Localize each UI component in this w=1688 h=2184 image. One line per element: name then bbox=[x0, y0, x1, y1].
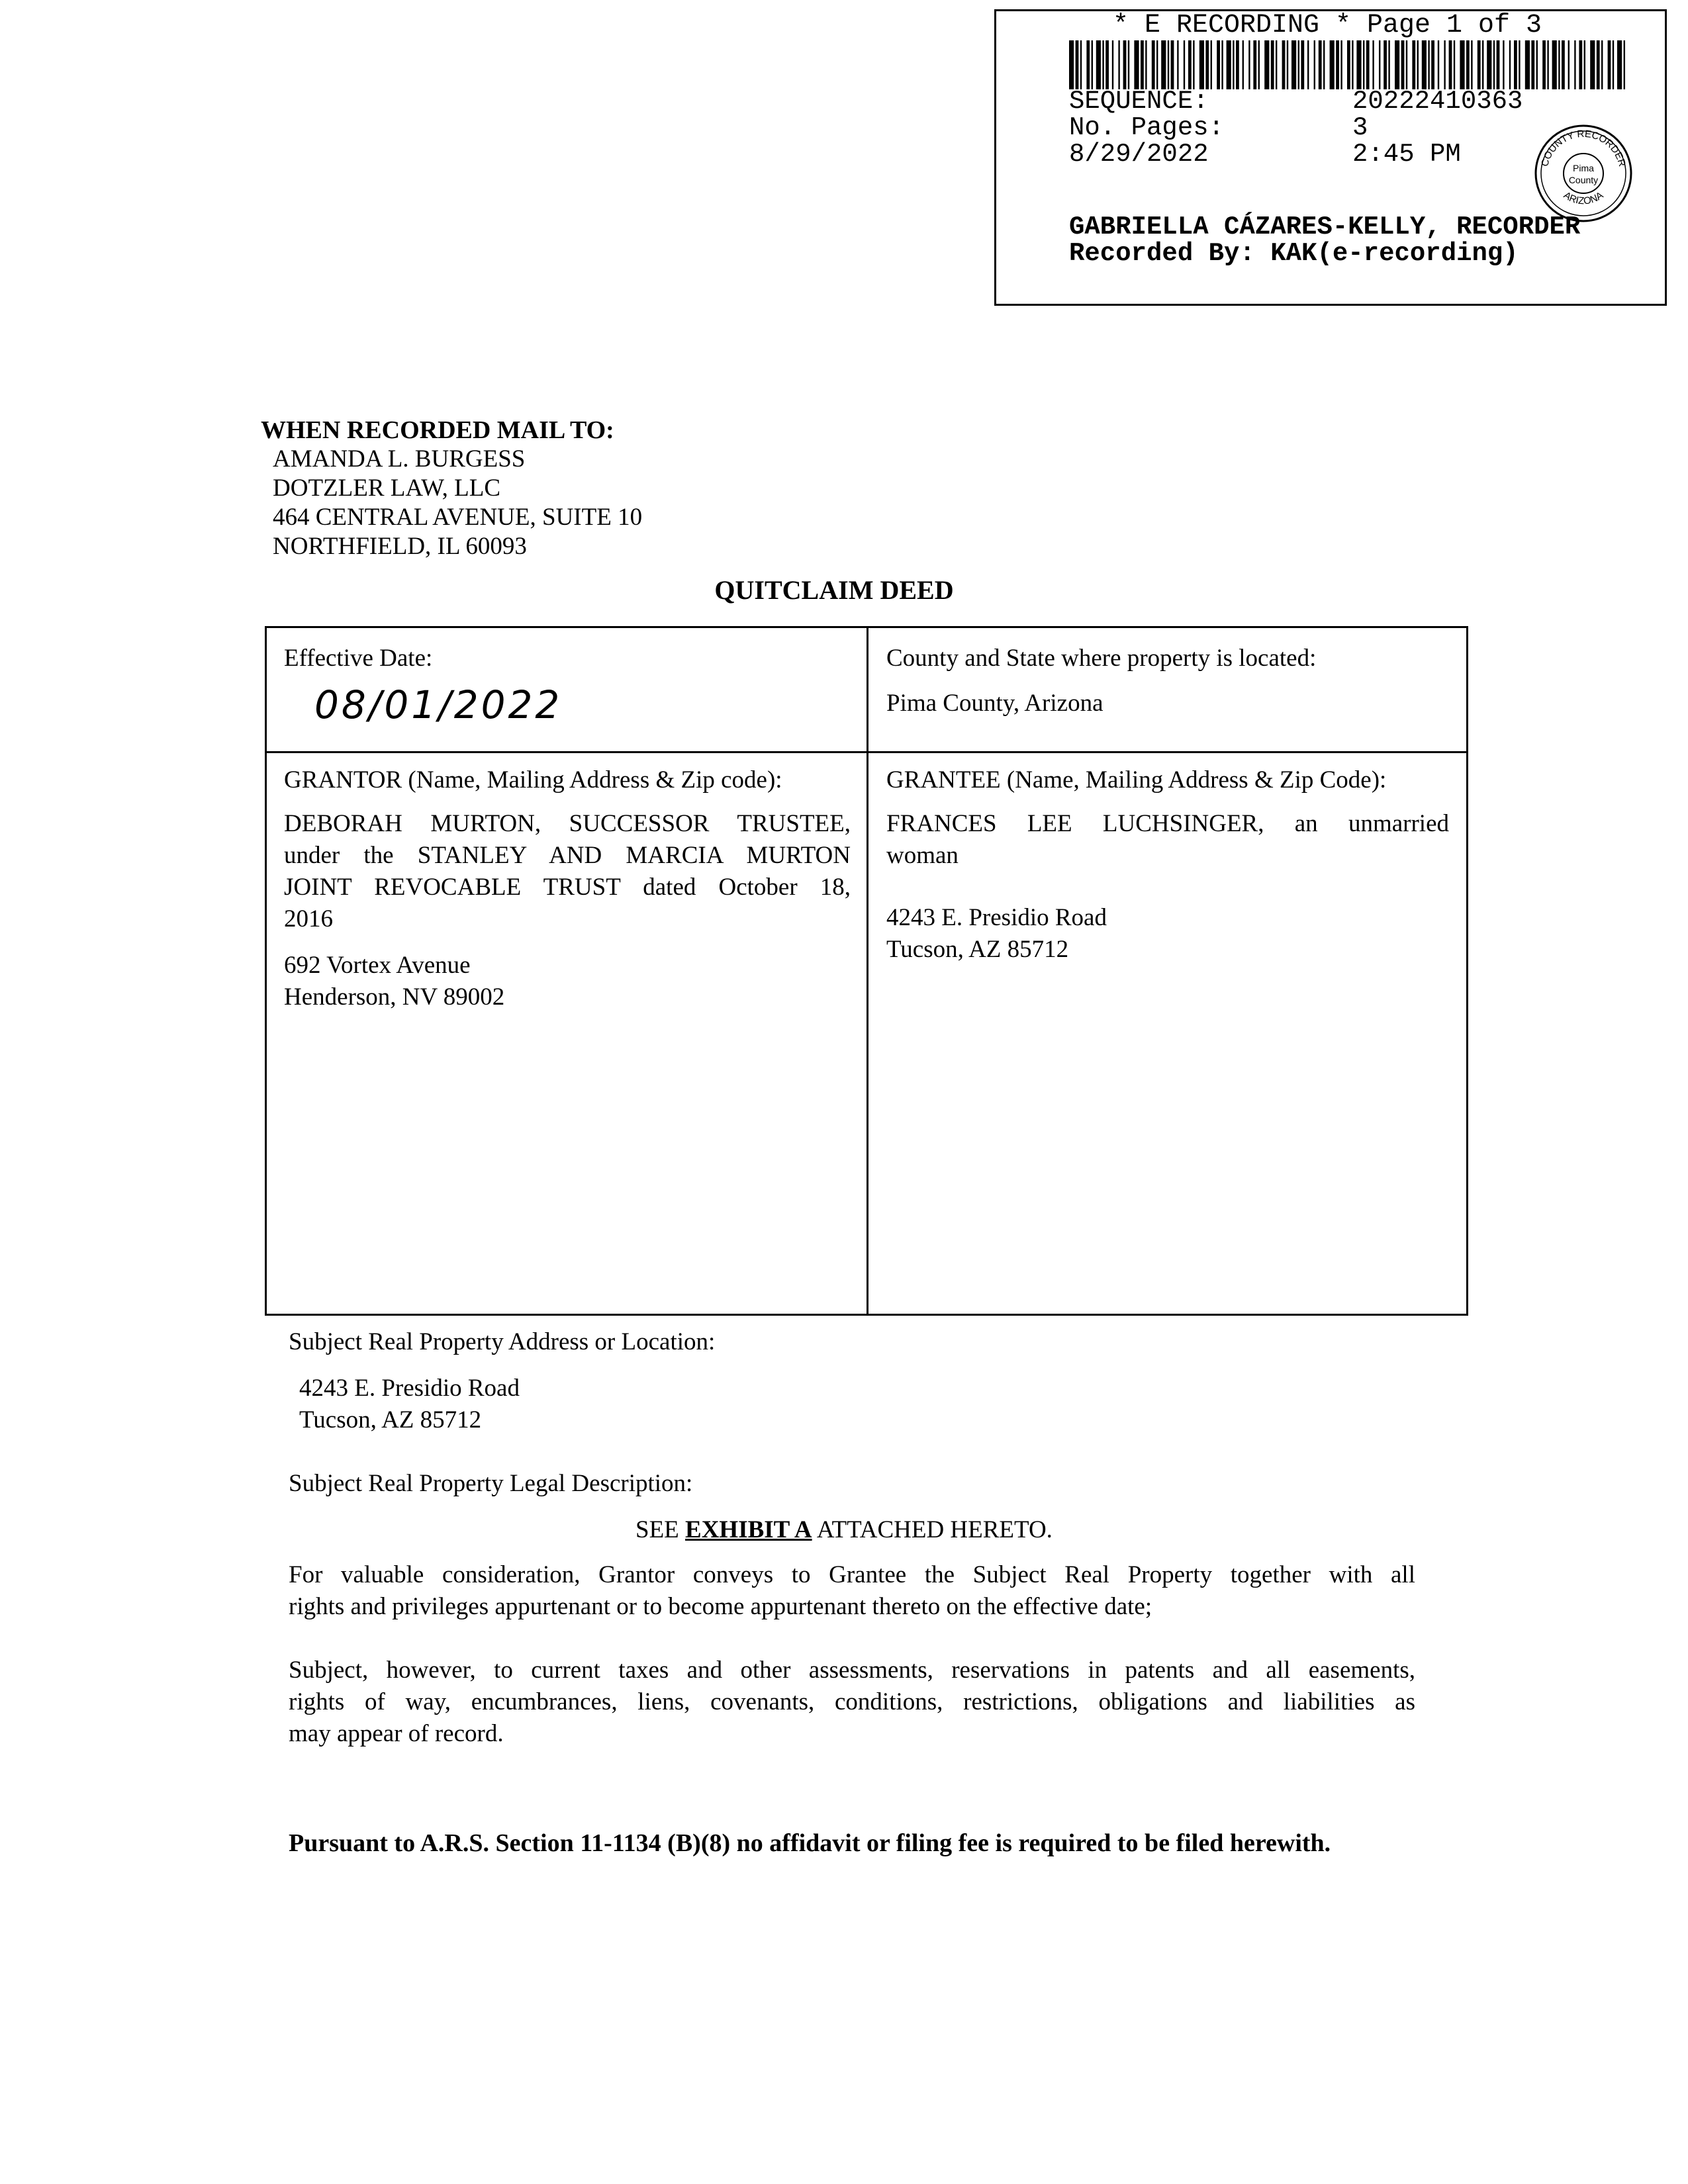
subject-to-paragraph bbox=[289, 1655, 1415, 1750]
grantor-name-line: DEBORAH MURTON, SUCCESSOR TRUSTEE, bbox=[284, 810, 851, 837]
table-column-divider bbox=[867, 628, 868, 1314]
recorder-name: GABRIELLA CÁZARES-KELLY, RECORDER bbox=[1069, 212, 1581, 242]
consideration-paragraph bbox=[289, 1559, 1415, 1623]
sequence-value: 20222410363 bbox=[1352, 87, 1523, 116]
mail-to-line: NORTHFIELD, IL 60093 bbox=[273, 533, 527, 560]
grantor-address-line: Henderson, NV 89002 bbox=[284, 983, 505, 1011]
mail-to-heading: WHEN RECORDED MAIL TO: bbox=[261, 416, 614, 444]
svg-text:ARIZONA: ARIZONA bbox=[1561, 189, 1606, 207]
county-seal-icon bbox=[1532, 122, 1634, 224]
recording-time: 2:45 PM bbox=[1352, 140, 1461, 169]
grantee-name bbox=[886, 808, 1449, 966]
document-title: QUITCLAIM DEED bbox=[714, 575, 954, 605]
subject-line: may appear of record. bbox=[289, 1720, 504, 1747]
effective-date-value: 08/01/2022 bbox=[314, 682, 563, 727]
mail-to-line: AMANDA L. BURGESS bbox=[273, 445, 526, 473]
property-address-line: Tucson, AZ 85712 bbox=[299, 1406, 482, 1433]
property-address-line: 4243 E. Presidio Road bbox=[299, 1375, 520, 1402]
exhibit-a-link: EXHIBIT A bbox=[685, 1516, 812, 1543]
deed-table bbox=[265, 626, 1468, 1316]
grantor-address-line: 692 Vortex Avenue bbox=[284, 952, 471, 979]
grantee-label: GRANTEE (Name, Mailing Address & Zip Code): bbox=[886, 766, 1387, 794]
exhibit-suffix: ATTACHED HERETO. bbox=[816, 1516, 1053, 1543]
recording-stamp bbox=[994, 9, 1667, 306]
mail-to-line: DOTZLER LAW, LLC bbox=[273, 475, 501, 502]
barcode-icon bbox=[1069, 40, 1625, 89]
county-value: Pima County, Arizona bbox=[886, 690, 1103, 717]
mail-to-line: 464 CENTRAL AVENUE, SUITE 10 bbox=[273, 504, 643, 531]
grantor-name-line: JOINT REVOCABLE TRUST dated October 18, bbox=[284, 874, 851, 901]
consideration-line: rights and privileges appurtenant or to become appurtenant thereto on the effective date; bbox=[289, 1593, 1152, 1620]
pages-label: No. Pages: bbox=[1069, 113, 1225, 142]
pages-value: 3 bbox=[1352, 113, 1368, 142]
svg-text:COUNTY RECORDER: COUNTY RECORDER bbox=[1539, 128, 1628, 168]
grantor-name-line: 2016 bbox=[284, 905, 333, 933]
sequence-label: SEQUENCE: bbox=[1069, 87, 1209, 116]
legal-description-label: Subject Real Property Legal Description: bbox=[289, 1470, 693, 1497]
consideration-line: For valuable consideration, Grantor conveys to Grantee the Subject Real Property together with all bbox=[289, 1561, 1415, 1588]
pursuant-statement: Pursuant to A.R.S. Section 11-1134 (B)(8) no affidavit or filing fee is required to be filed herewith. bbox=[289, 1829, 1331, 1857]
recorded-by: Recorded By: KAK(e-recording) bbox=[1069, 239, 1519, 268]
county-label: County and State where property is located: bbox=[886, 645, 1317, 672]
effective-date-label: Effective Date: bbox=[284, 645, 433, 672]
grantee-name-line: woman bbox=[886, 842, 959, 869]
grantor-label: GRANTOR (Name, Mailing Address & Zip code): bbox=[284, 766, 782, 794]
property-address-label: Subject Real Property Address or Location: bbox=[289, 1328, 716, 1355]
recording-date: 8/29/2022 bbox=[1069, 140, 1209, 169]
subject-line: rights of way, encumbrances, liens, covenants, conditions, restrictions, obligations and liabilities as bbox=[289, 1688, 1415, 1715]
svg-text:County: County bbox=[1568, 175, 1599, 185]
subject-line: Subject, however, to current taxes and other assessments, reservations in patents and all easements, bbox=[289, 1657, 1415, 1684]
exhibit-reference bbox=[635, 1516, 1053, 1544]
grantee-address-line: 4243 E. Presidio Road bbox=[886, 904, 1107, 931]
grantee-address-line: Tucson, AZ 85712 bbox=[886, 936, 1069, 963]
mail-to-block bbox=[261, 416, 642, 561]
grantor-name-line: under the STANLEY AND MARCIA MURTON bbox=[284, 842, 851, 869]
grantor-name bbox=[284, 808, 851, 1013]
recording-header: * E RECORDING * Page 1 of 3 bbox=[1112, 11, 1542, 40]
table-row-divider bbox=[267, 751, 1466, 753]
svg-text:Pima: Pima bbox=[1573, 163, 1594, 173]
grantee-name-line: FRANCES LEE LUCHSINGER, an unmarried bbox=[886, 810, 1449, 837]
exhibit-prefix: SEE bbox=[635, 1516, 679, 1543]
